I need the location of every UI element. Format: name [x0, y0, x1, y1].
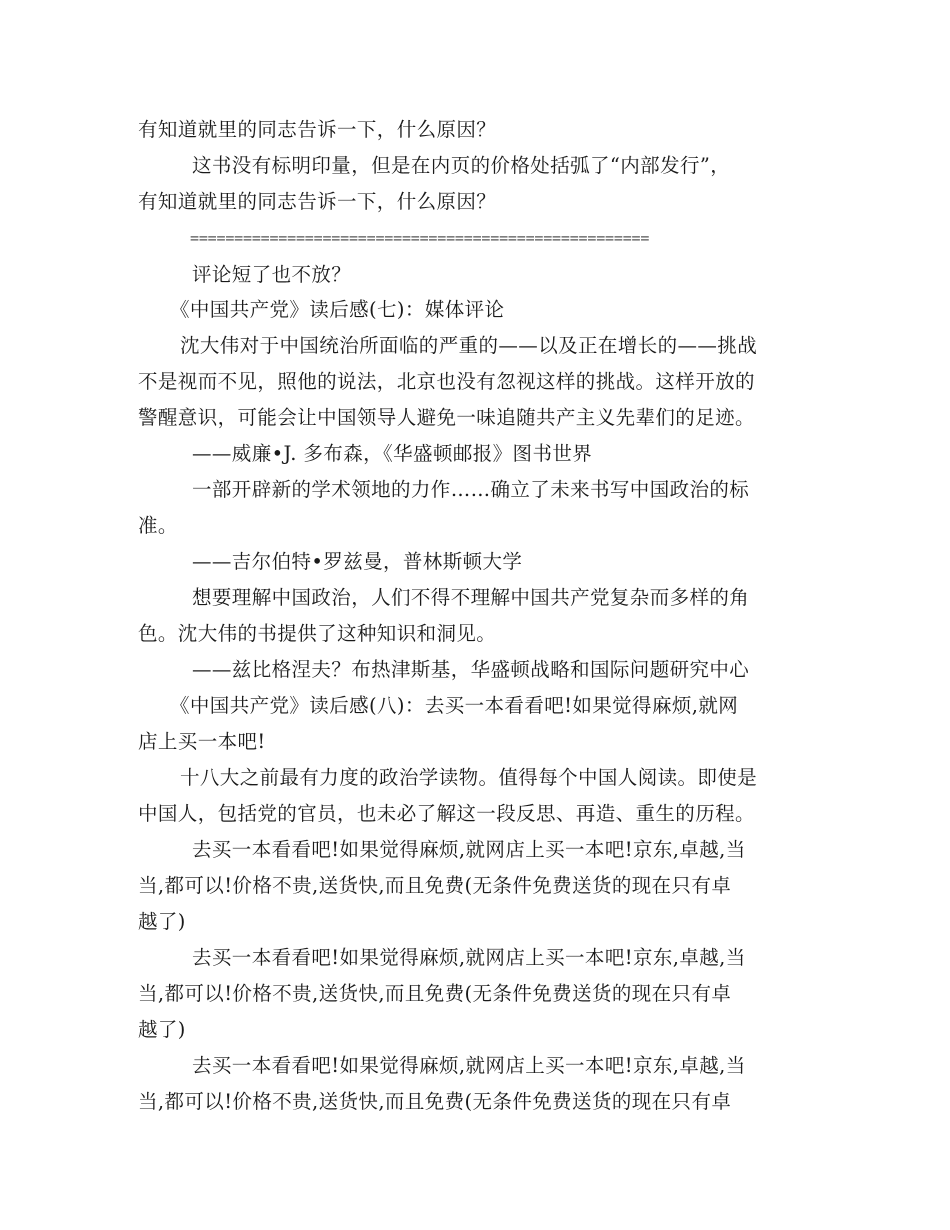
text-line: 去买一本看看吧!如果觉得麻烦,就网店上买一本吧!京东,卓越,当	[192, 946, 746, 969]
separator-rule: ====================================================	[190, 229, 650, 247]
text-line: 色。沈大伟的书提供了这种知识和洞见。	[138, 622, 497, 645]
section-heading: 《中国共产党》读后感(七)：媒体评论	[170, 298, 505, 321]
text-line: 当,都可以!价格不贵,送货快,而且免费(无条件免费送货的现在只有卓	[138, 874, 732, 897]
text-line: 警醒意识，可能会让中国领导人避免一味追随共产主义先辈们的足迹。	[138, 406, 755, 429]
text-line: 不是视而不见，照他的说法，北京也没有忽视这样的挑战。这样开放的	[138, 370, 755, 393]
attribution-line: ——兹比格涅夫？布热津斯基，华盛顿战略和国际问题研究中心	[192, 658, 750, 681]
text-line: 越了)	[138, 910, 186, 933]
text-line: 想要理解中国政治，人们不得不理解中国共产党复杂而多样的角	[192, 586, 750, 609]
text-line: 去买一本看看吧!如果觉得麻烦,就网店上买一本吧!京东,卓越,当	[192, 838, 746, 861]
attribution-line: ——吉尔伯特•罗兹曼，普林斯顿大学	[192, 550, 523, 573]
text-line: 一部开辟新的学术领地的力作……确立了未来书写中国政治的标	[192, 478, 750, 501]
attribution-line: ——威廉•J. 多布森，《华盛顿邮报》图书世界	[192, 442, 593, 465]
text-line: 当,都可以!价格不贵,送货快,而且免费(无条件免费送货的现在只有卓	[138, 1090, 732, 1113]
text-line: 中国人，包括党的官员，也未必了解这一段反思、再造、重生的历程。	[138, 802, 755, 825]
text-line: 评论短了也不放？	[192, 263, 352, 286]
text-line: 去买一本看看吧!如果觉得麻烦,就网店上买一本吧!京东,卓越,当	[192, 1054, 746, 1077]
section-heading: 《中国共产党》读后感(八)：去买一本看看吧!如果觉得麻烦,就网	[170, 694, 739, 717]
text-line: 店上买一本吧!	[138, 730, 266, 753]
text-line: 有知道就里的同志告诉一下，什么原因？	[138, 190, 497, 213]
text-line: 沈大伟对于中国统治所面临的严重的——以及正在增长的——挑战	[180, 334, 758, 357]
text-line: 准。	[138, 514, 178, 537]
text-line: 越了)	[138, 1018, 186, 1041]
text-line: 当,都可以!价格不贵,送货快,而且免费(无条件免费送货的现在只有卓	[138, 982, 732, 1005]
text-line: 有知道就里的同志告诉一下，什么原因？	[138, 118, 497, 141]
text-line: 十八大之前最有力度的政治学读物。值得每个中国人阅读。即使是	[180, 766, 758, 789]
text-line: 这书没有标明印量，但是在内页的价格处括弧了“内部发行”，	[192, 154, 731, 177]
